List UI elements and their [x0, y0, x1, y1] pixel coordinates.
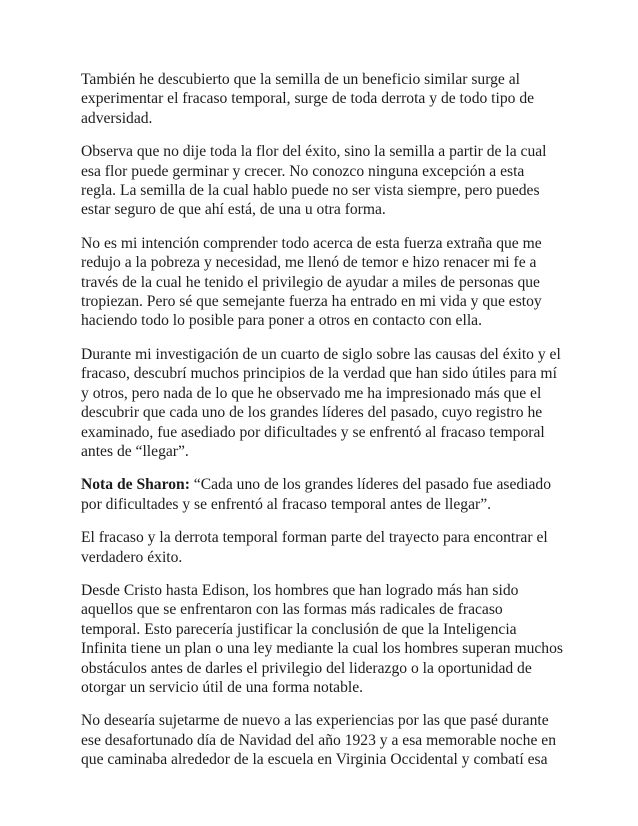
paragraph-5: El fracaso y la derrota temporal forman parte del trayecto para encontrar el verdadero éxito. [81, 529, 548, 566]
paragraph-1: También he descubierto que la semilla de un beneficio similar surge al experimentar el fracaso temporal, surge de toda derrota y de todo tipo de adversidad. [81, 71, 535, 127]
paragraph-2: Observa que no dije toda la flor del éxito, sino la semilla a partir de la cual esa flor puede germinar y crecer. No conozco ninguna excepción a esta regla. La semilla de la cual hablo puede no ser vista siempre, pero puedes estar seguro de que ahí está, de una u otra forma. [81, 143, 547, 219]
note-label: Nota de Sharon: [81, 476, 190, 494]
paragraph-3: No es mi intención comprender todo acerca de esta fuerza extraña que me redujo a la pobreza y necesidad, me llenó de temor e hizo renacer mi fe a través de la cual he tenido el privilegio de ayudar a miles de personas que tropiezan. Pero sé que semejante fuerza ha entrado en mi vida y que estoy haciendo todo lo posible para poner a otros en contacto con ella. [81, 234, 542, 330]
paragraph-6: Desde Cristo hasta Edison, los hombres que han logrado más han sido aquellos que se enfrentaron con las formas más radicales de fracaso temporal. Esto parecería justificar la conclusión de que la Inteligencia Infinita tiene un plan o una ley mediante la cual los hombres superan muchos obstáculos antes de darles el privilegio del liderazgo o la oportunidad de otorgar un servicio útil de una forma notable. [81, 581, 563, 696]
note-text: “Cada uno de los grandes líderes del pasado fue asediado por dificultades y se enfrentó al fracaso temporal antes de llegar”. [81, 476, 552, 513]
sharon-note [81, 475, 563, 514]
paragraph-7: No desearía sujetarme de nuevo a las experiencias por las que pasé durante ese desafortunado día de Navidad del año 1923 y a esa memorable noche en que caminaba alrededor de la escuela en Virginia Occidental y combatí esa [81, 712, 556, 769]
paragraph-4: Durante mi investigación de un cuarto de siglo sobre las causas del éxito y el fracaso, descubrí muchos principios de la verdad que han sido útiles para mí y otros, pero nada de lo que he observado me ha impresionado más que el descubrir que cada uno de los grandes líderes del pasado, cuyo registro he examinado, fue asediado por dificultades y se enfrentó al fracaso temporal antes de “llegar”. [81, 345, 561, 460]
page-body [81, 70, 563, 784]
